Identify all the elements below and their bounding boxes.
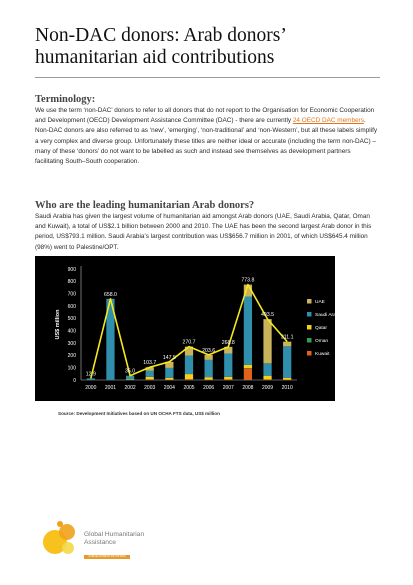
legend-label: UAE (315, 300, 325, 305)
total-data-label: 773.8 (241, 277, 255, 284)
title-divider (35, 77, 380, 78)
total-data-label: 35.0 (125, 368, 136, 375)
bar-qatar (244, 365, 252, 368)
bar-kuwait (263, 379, 271, 380)
x-tick-label: 2002 (124, 385, 136, 391)
x-tick-label: 2001 (104, 385, 117, 391)
total-data-label: 270.7 (182, 339, 196, 346)
y-tick-label: 300 (67, 340, 76, 347)
x-tick-label: 2007 (222, 385, 234, 391)
logo-wordmark (84, 531, 144, 547)
x-tick-label: 2009 (261, 385, 274, 391)
bar-qatar (263, 376, 271, 380)
total-data-label: 147.5 (162, 354, 176, 361)
legend-label: Qatar (315, 326, 327, 331)
y-tick-label: 500 (67, 316, 76, 323)
legend-swatch (307, 338, 312, 343)
y-tick-label: 200 (67, 353, 76, 360)
logo-tagline: A DEVELOPMENT INITIATIVES (84, 555, 130, 559)
bar-kuwait (146, 379, 154, 380)
bar-saudi-arabia (224, 353, 232, 376)
bar-qatar (283, 378, 291, 380)
page-title: Non-DAC donors: Arab donors’ humanitarian aid contributions (35, 25, 286, 68)
x-tick-label: 2003 (144, 385, 156, 391)
legend-swatch (307, 325, 312, 330)
y-tick-label: 800 (67, 279, 76, 286)
logo-line-1: Global Humanitarian (84, 531, 145, 538)
y-axis-title: US$ million (55, 309, 61, 340)
bar-uae (263, 319, 271, 363)
legend-label: Kuwait (315, 352, 330, 357)
bar-saudi-arabia (205, 360, 213, 377)
bar-qatar (126, 379, 134, 380)
x-tick-label: 2008 (242, 385, 254, 391)
total-data-label: 311.1 (280, 334, 294, 341)
leading-donors-paragraph: Saudi Arabia has given the largest volume of humanitarian aid amongst Arab donors (UAE, Saudi Arabia, Qatar, Oman and Kuwait), a total of US$2.1 billion between 2000 and 2010. The UAE has been the second largest Arab donor in this period, US$793.1 million. Saudi Arabia’s largest contribution was US$656.7 million in 2001, of which US$645.4 million (98%) went to Palestine/OPT. (35, 213, 372, 251)
y-tick-label: 100 (67, 365, 76, 372)
gha-logo-icon (40, 518, 80, 558)
bar-qatar (165, 378, 173, 380)
y-tick-label: 0 (73, 377, 76, 384)
legend-swatch (307, 312, 312, 317)
x-tick-label: 2000 (85, 385, 97, 391)
bar-saudi-arabia (244, 297, 252, 365)
y-tick-label: 400 (67, 328, 76, 335)
bar-qatar (205, 377, 213, 379)
legend-swatch (307, 351, 312, 356)
total-data-label: 268.8 (221, 339, 235, 346)
y-tick-label: 900 (67, 266, 76, 273)
oecd-dac-members-link[interactable]: 24 OECD DAC members (292, 117, 364, 125)
terminology-heading: Terminology: (35, 94, 96, 105)
bar-kuwait (185, 379, 193, 380)
bar-kuwait (224, 379, 232, 380)
leading-donors-heading: Who are the leading humanitarian Arab donors? (35, 200, 255, 211)
x-tick-label: 2005 (183, 385, 195, 391)
terminology-text-2: . Non-DAC donors are also referred to as ‘new’, ‘emerging’, ‘non-traditional’ and ‘non-Western’, but all these labels simplify a very complex and diverse group. Unfortunately these titles are neither ideal or accurate (including the term non-DAC) – many of these ‘donors’ do not want to be labelled as such and instead see themselves as development partners facilitating South–South cooperation. (35, 117, 378, 166)
chart-source: Source: Development Initiatives based on UN OCHA FTS data, US$ million (58, 411, 220, 416)
bar-saudi-arabia (146, 371, 154, 377)
total-data-label: 493.5 (261, 312, 275, 319)
legend-label: Oman (315, 339, 329, 344)
total-data-label: 103.7 (143, 360, 157, 367)
x-tick-label: 2010 (281, 385, 293, 391)
chart-svg (35, 256, 343, 401)
total-data-label: 12.9 (85, 371, 96, 378)
total-data-label: 203.6 (202, 347, 216, 354)
bar-qatar (185, 374, 193, 379)
bar-saudi-arabia (185, 356, 193, 375)
bar-saudi-arabia (87, 378, 95, 380)
bar-kuwait (244, 368, 252, 380)
bar-uae (283, 342, 291, 347)
bar-saudi-arabia (263, 363, 271, 375)
legend-label: Saudi Arabia (315, 313, 343, 318)
bar-qatar (146, 377, 154, 379)
total-data-label: 658.0 (103, 291, 117, 298)
legend-swatch (307, 299, 312, 304)
x-tick-label: 2004 (163, 385, 175, 391)
terminology-paragraph (35, 106, 380, 167)
y-tick-label: 600 (67, 303, 76, 310)
y-tick-label: 700 (67, 291, 76, 298)
terminology-text-1: We use the term ‘non-DAC’ donors to refer to all donors that do not report to the Organisation for Economic Cooperation and Development (OECD) Development Assistance Committee (DAC) - there are currently (35, 107, 375, 125)
logo-line-2: Assistance (84, 539, 116, 546)
bar-saudi-arabia (165, 368, 173, 378)
x-tick-label: 2006 (203, 385, 215, 391)
bar-qatar (224, 377, 232, 379)
arab-donors-chart (35, 256, 343, 401)
bar-saudi-arabia (283, 346, 291, 377)
